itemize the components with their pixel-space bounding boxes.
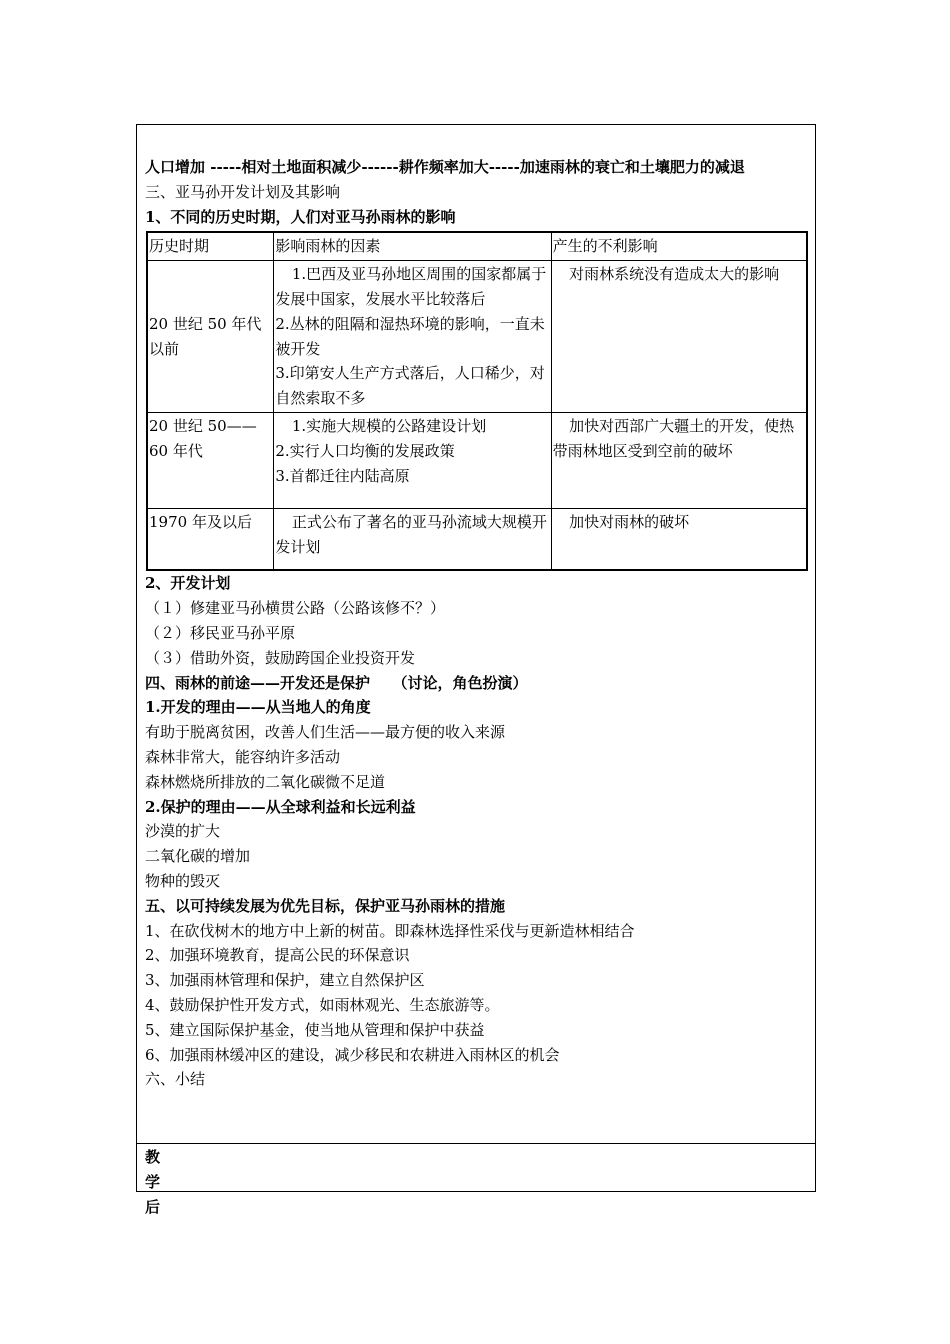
section6-title: 六、小结 xyxy=(145,1070,206,1089)
list-item: 6、加强雨林缓冲区的建设，减少移民和农耕进入雨林区的机会 xyxy=(145,1045,560,1064)
row2-factors xyxy=(274,412,551,508)
section-divider xyxy=(137,1143,815,1144)
protection-reason-title: 2.保护的理由——从全球利益和长远利益 xyxy=(145,797,416,816)
list-item: 5、建立国际保护基金，使当地从管理和保护中获益 xyxy=(145,1020,485,1039)
table-header-row xyxy=(147,232,807,260)
row1-factors xyxy=(274,261,551,413)
after-char: 教 xyxy=(145,1148,161,1166)
section3-title: 三、亚马孙开发计划及其影响 xyxy=(145,182,341,201)
row1-effect: 对雨林系统没有造成太大的影响 xyxy=(551,261,807,413)
after-char: 学 xyxy=(145,1172,161,1191)
after-teaching-label xyxy=(145,1145,160,1219)
row1-factor-3: 3.印第安人生产方式落后，人口稀少，对自然索取不多 xyxy=(275,364,545,408)
after-char: 后 xyxy=(145,1197,161,1216)
lesson-plan-box xyxy=(136,124,816,1216)
header-factors: 影响雨林的因素 xyxy=(274,232,551,260)
row2-factor-3: 3.首都迁往内陆高原 xyxy=(275,466,410,485)
list-item: 二氧化碳的增加 xyxy=(145,847,251,866)
row1-factor-2: 2.丛林的阻隔和湿热环境的影响，一直未被开发 xyxy=(275,314,545,358)
section3-sub1: 1、不同的历史时期，人们对亚马孙雨林的影响 xyxy=(145,207,456,226)
development-reason-title: 1.开发的理由——从当地人的角度 xyxy=(145,698,371,717)
row2-factor-1: 1.实施大规模的公路建设计划 xyxy=(291,416,487,435)
plan-item: （１）修建亚马孙横贯公路（公路该修不？） xyxy=(145,599,446,618)
row3-factors: 正式公布了著名的亚马孙流域大规模开发计划 xyxy=(274,508,551,570)
lesson-content xyxy=(145,155,809,1092)
plan-item: （２）移民亚马孙平原 xyxy=(145,624,296,643)
row2-factor-2: 2.实行人口均衡的发展政策 xyxy=(275,441,455,460)
row2-effect: 加快对西部广大疆土的开发，使热带雨林地区受到空前的破坏 xyxy=(551,412,807,508)
row3-period: 1970 年及以后 xyxy=(147,508,274,570)
plan-item: （３）借助外资，鼓励跨国企业投资开发 xyxy=(145,648,416,667)
list-item: 物种的毁灭 xyxy=(145,872,221,891)
list-item: 1、在砍伐树木的地方中上新的树苗。即森林选择性采伐与更新造林相结合 xyxy=(145,921,635,940)
list-item: 3、加强雨林管理和保护，建立自然保护区 xyxy=(145,971,425,990)
list-item: 4、鼓励保护性开发方式，如雨林观光、生态旅游等。 xyxy=(145,996,500,1015)
list-item: 有助于脱离贫困，改善人们生活——最方便的收入来源 xyxy=(145,723,506,742)
header-period: 历史时期 xyxy=(147,232,274,260)
row3-effect: 加快对雨林的破坏 xyxy=(551,508,807,570)
intro-chain: 人口增加 -----相对土地面积减少------耕作频率加大-----加速雨林的衰亡和土壤肥力的减退 xyxy=(145,158,745,176)
table-row xyxy=(147,412,807,508)
row1-factor-1: 1.巴西及亚马孙地区周围的国家都属于发展中国家，发展水平比较落后 xyxy=(275,265,547,308)
list-item: 森林燃烧所排放的二氧化碳微不足道 xyxy=(145,772,386,791)
section3-sub2: 2、开发计划 xyxy=(145,574,231,593)
table-row xyxy=(147,261,807,413)
history-table xyxy=(146,231,808,571)
table-row xyxy=(147,508,807,570)
header-effects: 产生的不利影响 xyxy=(551,232,807,260)
row1-period: 20 世纪 50 年代以前 xyxy=(147,261,274,413)
section4-title: 四、雨林的前途——开发还是保护 （讨论，角色扮演） xyxy=(145,673,528,692)
list-item: 森林非常大，能容纳许多活动 xyxy=(145,748,341,767)
list-item: 沙漠的扩大 xyxy=(145,822,221,841)
section5-title: 五、以可持续发展为优先目标，保护亚马孙雨林的措施 xyxy=(145,896,506,915)
list-item: 2、加强环境教育，提高公民的环保意识 xyxy=(145,946,410,965)
row2-period: 20 世纪 50——60 年代 xyxy=(147,412,274,508)
